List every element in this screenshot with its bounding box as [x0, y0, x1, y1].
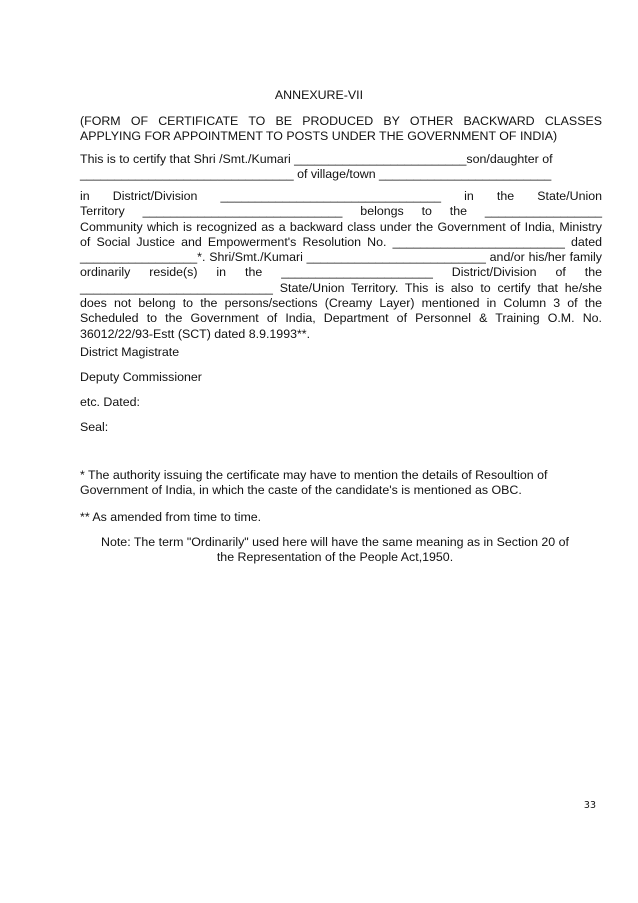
body-line: Community which is recognized as a backward class under the Government of India, Ministry: [80, 219, 602, 234]
body-paragraph: [80, 189, 602, 342]
footnote-note: [95, 535, 575, 566]
seal-label: Seal:: [80, 420, 109, 434]
body-line: 36012/22/93-Estt (SCT) dated 8.9.1993**.: [80, 326, 311, 341]
certify-intro: [80, 152, 602, 183]
form-heading: [80, 114, 602, 145]
annexure-title: ANNEXURE-VII: [274, 88, 364, 102]
footnote-line: * The authority issuing the certificate may have to mention the details of Resoultion of: [80, 468, 548, 482]
form-heading-line: APPLYING FOR APPOINTMENT TO POSTS UNDER THE GOVERNMENT OF INDIA): [80, 129, 558, 144]
note-line: Note: The term "Ordinarily" used here will have the same meaning as in Section 20 of: [101, 535, 569, 549]
district-magistrate-label: District Magistrate: [80, 345, 180, 359]
body-line: _________________*. Shri/Smt./Kumari __________________________ and/or his/her family: [80, 250, 602, 265]
page-number: 33: [583, 800, 596, 811]
footnote-authority: [80, 468, 602, 499]
certify-intro-line: This is to certify that Shri /Smt./Kumari _________________________son/daughter of: [80, 152, 553, 166]
body-line: does not belong to the persons/sections (Creamy Layer) mentioned in Column 3 of the: [80, 296, 602, 311]
body-line: Territory _____________________________ belongs to the _________________: [80, 204, 602, 219]
certify-intro-line: _______________________________ of village/town _________________________: [80, 167, 552, 182]
footnote-amended: ** As amended from time to time.: [80, 510, 262, 524]
etc-dated-label: etc. Dated:: [80, 395, 140, 409]
form-heading-line: (FORM OF CERTIFICATE TO BE PRODUCED BY OTHER BACKWARD CLASSES: [80, 114, 602, 128]
deputy-commissioner-label: Deputy Commissioner: [80, 370, 202, 384]
note-line: the Representation of the People Act,1950.: [216, 550, 454, 565]
footnote-line: Government of India, in which the caste of the candidate's is mentioned as OBC.: [80, 483, 522, 498]
body-line: ____________________________ State/Union Territory. This is also to certify that he/she: [80, 280, 602, 295]
body-line: Scheduled to the Government of India, Department of Personnel & Training O.M. No.: [80, 311, 602, 326]
body-line: ordinarily reside(s) in the ______________________ District/Division of the: [80, 265, 602, 280]
body-line: in District/Division ________________________________ in the State/Union: [80, 189, 602, 203]
body-line: of Social Justice and Empowerment's Resolution No. _________________________ dated: [80, 234, 602, 249]
